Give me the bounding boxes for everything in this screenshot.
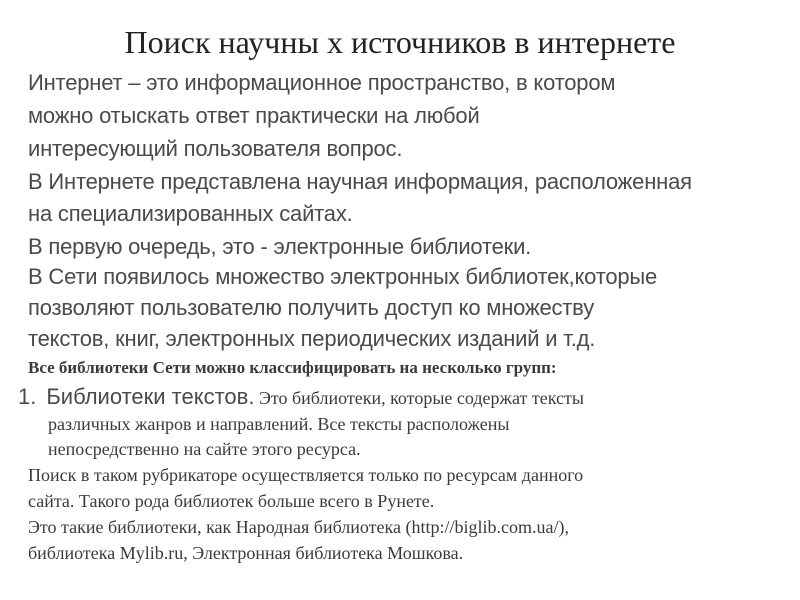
text-line: В Интернете представлена научная информация, расположенная <box>28 169 692 194</box>
slide-title: Поиск научны х источников в интернете <box>124 24 676 60</box>
groups-heading: Все библиотеки Сети можно классифицировать на несколько групп: <box>28 358 557 377</box>
text-line: можно отыскать ответ практически на любой <box>28 103 480 128</box>
text-line: библиотека Mylib.ru, Электронная библиотека Мошкова. <box>28 543 464 563</box>
list-item-text: Это библиотеки, которые содержат тексты <box>254 388 584 408</box>
text-line: В первую очередь, это - электронные библиотеки. <box>28 234 532 259</box>
text-line: на специализированных сайтах. <box>28 201 353 226</box>
text-line: Интернет – это информационное пространство, в котором <box>28 70 616 95</box>
text-line: сайта. Такого рода библиотек больше всего в Рунете. <box>28 491 435 511</box>
text-line: текстов, книг, электронных периодических изданий и т.д. <box>28 326 596 351</box>
list-item <box>18 384 584 410</box>
list-item-text: непосредственно на сайте этого ресурса. <box>48 439 361 459</box>
text-line: Поиск в таком рубрикаторе осуществляется только по ресурсам данного <box>28 465 584 485</box>
text-line: В Сети появилось множество электронных библиотек,которые <box>28 264 658 289</box>
list-item-lead: Библиотеки текстов. <box>46 384 255 409</box>
text-line: Это такие библиотеки, как Народная библиотека (http://biglib.com.ua/), <box>28 517 569 537</box>
text-line: интересующий пользователя вопрос. <box>28 136 403 161</box>
list-item-text: различных жанров и направлений. Все тексты расположены <box>48 414 510 434</box>
text-line: позволяют пользователю получить доступ ко множеству <box>28 295 594 320</box>
list-item-number: 1. <box>18 384 37 409</box>
